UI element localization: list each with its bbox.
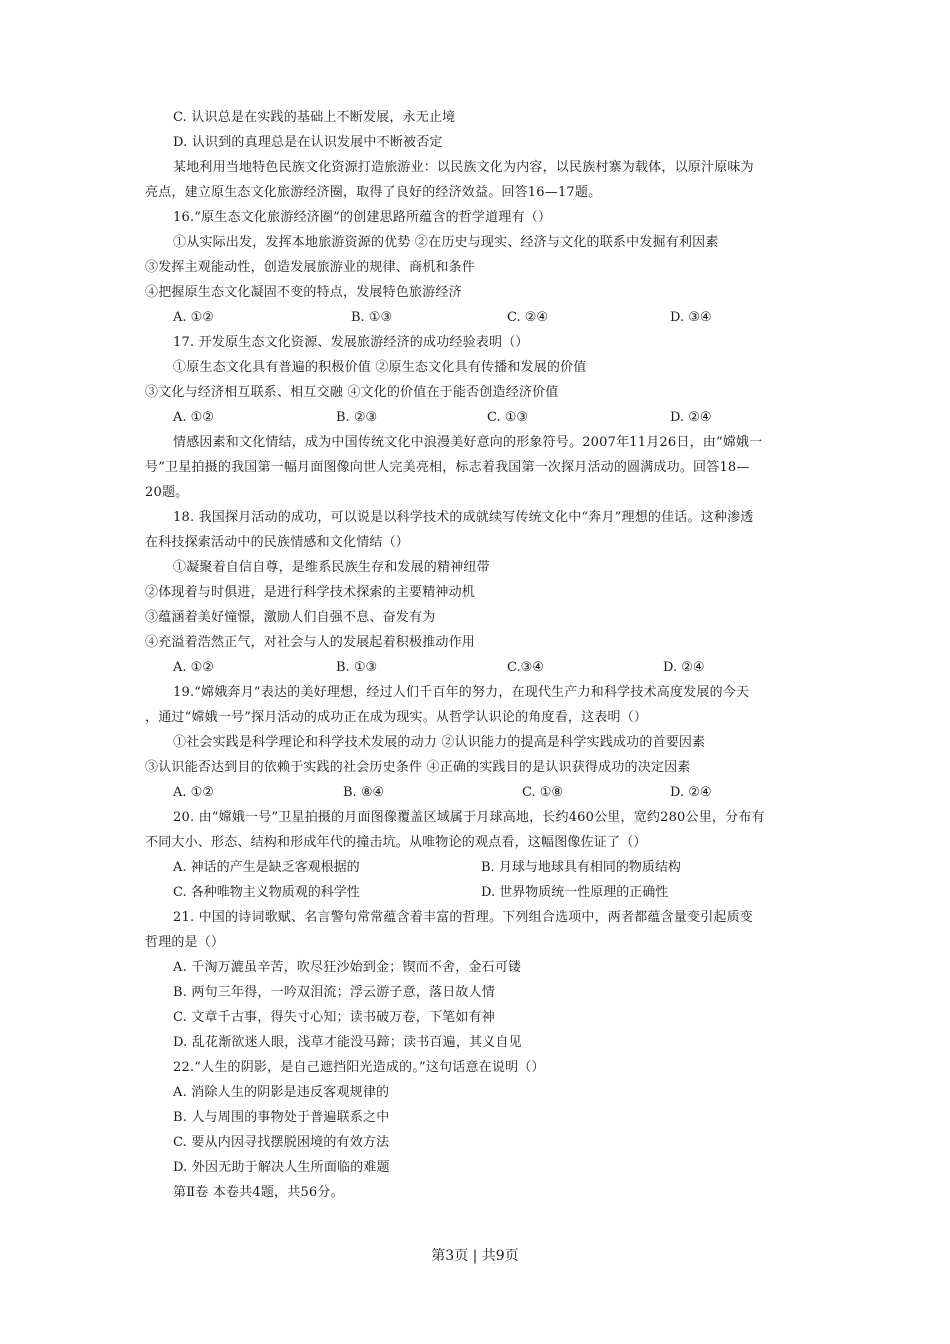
text-line: 亮点，建立原生态文化旅游经济圈，取得了良好的经济效益。回答16—17题。 xyxy=(145,185,602,200)
text-line: 22.“人生的阴影，是自己遮挡阳光造成的。”这句话意在说明（） xyxy=(173,1060,545,1075)
answer-option: B. ①③ xyxy=(336,660,378,675)
text-line: A. 千淘万漉虽辛苦，吹尽狂沙始到金；锲而不舍，金石可镂 xyxy=(173,960,522,975)
text-line: ④把握原生态文化凝固不变的特点，发展特色旅游经济 xyxy=(145,285,462,300)
answer-option: B. ①③ xyxy=(351,310,393,325)
text-line: 情感因素和文化情结，成为中国传统文化中浪漫美好意向的形象符号。2007年11月26日，由“嫦娥一 xyxy=(173,435,763,450)
text-line: B. 人与周围的事物处于普遍联系之中 xyxy=(173,1110,390,1125)
text-line: 20. 由“嫦娥一号”卫星拍摄的月面图像覆盖区域属于月球高地，长约460公里，宽约280公里，分布有 xyxy=(173,810,765,825)
text-line: 19.“嫦娥奔月”表达的美好理想，经过人们千百年的努力，在现代生产力和科学技术高度发展的今天 xyxy=(173,685,750,700)
answer-option: A. ①② xyxy=(173,410,214,425)
text-line: C. 要从内因寻找摆脱困境的有效方法 xyxy=(173,1135,390,1150)
answer-option: B. 月球与地球具有相同的物质结构 xyxy=(481,860,681,875)
text-line: 21. 中国的诗词歌赋、名言警句常常蕴含着丰富的哲理。下列组合选项中，两者都蕴含量变引起质变 xyxy=(173,910,754,925)
text-line: ②体现着与时俱进，是进行科学技术探索的主要精神动机 xyxy=(145,585,476,600)
text-line: ，通过“嫦娥一号”探月活动的成功正在成为现实。从哲学认识论的角度看，这表明（） xyxy=(145,710,648,725)
answer-option: D. ②④ xyxy=(670,785,712,800)
text-line: 17. 开发原生态文化资源、发展旅游经济的成功经验表明（） xyxy=(173,335,529,350)
text-line: D. 认识到的真理总是在认识发展中不断被否定 xyxy=(173,135,443,150)
answer-option: D. 世界物质统一性原理的正确性 xyxy=(481,885,669,900)
text-line: ③文化与经济相互联系、相互交融 ④文化的价值在于能否创造经济价值 xyxy=(145,385,559,400)
text-line: C. 文章千古事，得失寸心知；读书破万卷，下笔如有神 xyxy=(173,1010,495,1025)
text-line: 不同大小、形态、结构和形成年代的撞击坑。从唯物论的观点看，这幅图像佐证了（） xyxy=(145,835,647,850)
answer-option: C. 各种唯物主义物质观的科学性 xyxy=(173,885,360,900)
text-line: A. 消除人生的阴影是违反客观规律的 xyxy=(173,1085,390,1100)
text-line: ③蕴涵着美好憧憬，激励人们自强不息、奋发有为 xyxy=(145,610,436,625)
text-line: 哲理的是（） xyxy=(145,935,225,950)
text-line: ③发挥主观能动性，创造发展旅游业的规律、商机和条件 xyxy=(145,260,476,275)
text-line: ①凝聚着自信自尊，是维系民族生存和发展的精神纽带 xyxy=(173,560,490,575)
text-line: ①社会实践是科学理论和科学技术发展的动力 ②认识能力的提高是科学实践成功的首要因素 xyxy=(173,735,706,750)
answer-option: A. ①② xyxy=(173,660,214,675)
text-line: 在科技探索活动中的民族情感和文化情结（） xyxy=(145,535,410,550)
text-line: ①从实际出发，发挥本地旅游资源的优势 ②在历史与现实、经济与文化的联系中发掘有利因素 xyxy=(173,235,719,250)
text-line: C. 认识总是在实践的基础上不断发展，永无止境 xyxy=(173,110,456,125)
answer-option: C. ②④ xyxy=(507,310,549,325)
answer-option: D. ③④ xyxy=(670,310,712,325)
answer-option: A. ①② xyxy=(173,310,214,325)
answer-option: D. ②④ xyxy=(663,660,705,675)
page-footer: 第3页 | 共9页 xyxy=(431,1248,519,1264)
text-line: ④充溢着浩然正气，对社会与人的发展起着积极推动作用 xyxy=(145,635,476,650)
answer-option: B. ⑧④ xyxy=(343,785,385,800)
answer-option: C.③④ xyxy=(507,660,544,675)
text-line: 20题。 xyxy=(145,485,189,500)
text-line: 第Ⅱ卷 本卷共4题，共56分。 xyxy=(173,1185,344,1200)
text-line: D. 乱花渐欲迷人眼，浅草才能没马蹄；读书百遍，其义自见 xyxy=(173,1035,522,1050)
text-line: 16.“原生态文化旅游经济圈”的创建思路所蕴含的哲学道理有（） xyxy=(173,210,552,225)
answer-option: B. ②③ xyxy=(336,410,378,425)
answer-option: C. ①③ xyxy=(487,410,529,425)
text-line: ③认识能否达到目的依赖于实践的社会历史条件 ④正确的实践目的是认识获得成功的决定因素 xyxy=(145,760,691,775)
answer-option: A. 神话的产生是缺乏客观根据的 xyxy=(173,860,360,875)
text-line: 某地利用当地特色民族文化资源打造旅游业：以民族文化为内容，以民族村寨为载体，以原汁原味为 xyxy=(173,160,754,175)
text-line: 18. 我国探月活动的成功，可以说是以科学技术的成就续写传统文化中“奔月”理想的佳话。这种渗透 xyxy=(173,510,754,525)
answer-option: C. ①⑧ xyxy=(522,785,564,800)
text-line: B. 两句三年得，一吟双泪流；浮云游子意，落日故人情 xyxy=(173,985,496,1000)
answer-option: D. ②④ xyxy=(670,410,712,425)
text-line: ①原生态文化具有普遍的积极价值 ②原生态文化具有传播和发展的价值 xyxy=(173,360,587,375)
text-line: 号”卫星拍摄的我国第一幅月面图像向世人完美亮相，标志着我国第一次探月活动的圆满成功。回答18— xyxy=(145,460,750,475)
answer-option: A. ①② xyxy=(173,785,214,800)
text-line: D. 外因无助于解决人生所面临的难题 xyxy=(173,1160,390,1175)
